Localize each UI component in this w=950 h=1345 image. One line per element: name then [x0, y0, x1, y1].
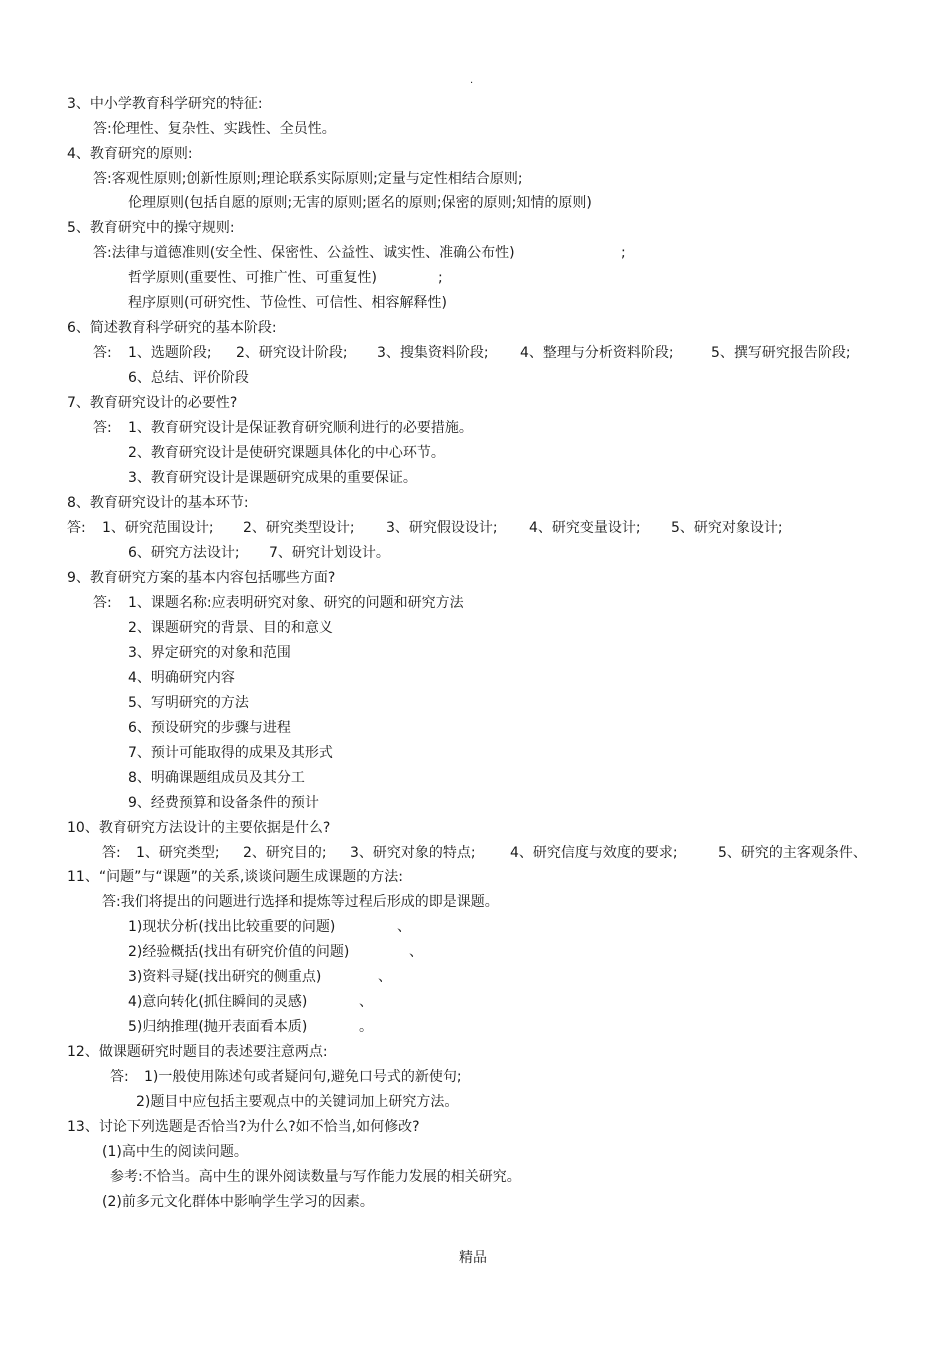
question-13-reference: 参考:不恰当。高中生的课外阅读数量与写作能力发展的相关研究。 — [110, 1169, 521, 1185]
answer-8-item: 5、研究对象设计; — [671, 520, 783, 536]
answer-12-prefix: 答: — [110, 1069, 129, 1085]
answer-10-item: 3、研究对象的特点; — [350, 845, 476, 861]
question-12-title: 12、做课题研究时题目的表述要注意两点: — [67, 1044, 328, 1060]
question-7-title: 7、教育研究设计的必要性? — [67, 395, 238, 411]
answer-11-item: 1)现状分析(找出比较重要的问题) — [128, 919, 336, 935]
answer-11-item-end: 、 — [397, 919, 411, 935]
answer-6-item: 6、总结、评价阶段 — [128, 370, 249, 386]
header-mark: . — [470, 75, 474, 86]
answer-11-item-end: 、 — [378, 969, 392, 985]
question-6-title: 6、简述教育科学研究的基本阶段: — [67, 320, 277, 336]
answer-9-prefix: 答: — [93, 595, 112, 611]
answer-11-intro: 答:我们将提出的问题进行选择和提炼等过程后形成的即是课题。 — [102, 894, 499, 910]
answer-10-item: 5、研究的主客观条件、 — [718, 845, 867, 861]
answer-9-item: 2、课题研究的背景、目的和意义 — [128, 620, 333, 636]
question-10-title: 10、教育研究方法设计的主要依据是什么? — [67, 820, 331, 836]
answer-6-prefix: 答: — [93, 345, 112, 361]
answer-9-item: 5、写明研究的方法 — [128, 695, 249, 711]
answer-11-item: 3)资料寻疑(找出研究的侧重点) — [128, 969, 322, 985]
answer-9-item: 9、经费预算和设备条件的预计 — [128, 795, 319, 811]
answer-6-item: 3、搜集资料阶段; — [377, 345, 489, 361]
question-13-title: 13、讨论下列选题是否恰当?为什么?如不恰当,如何修改? — [67, 1119, 420, 1135]
question-13-option-2: (2)前多元文化群体中影响学生学习的因素。 — [102, 1194, 374, 1210]
answer-6-item: 5、撰写研究报告阶段; — [711, 345, 851, 361]
question-3-title: 3、中小学教育科学研究的特征: — [67, 96, 263, 112]
question-13-option-1: (1)高中生的阅读问题。 — [102, 1144, 248, 1160]
answer-5-line-2: 哲学原则(重要性、可推广性、可重复性) — [128, 270, 377, 286]
answer-6-item: 4、整理与分析资料阶段; — [520, 345, 674, 361]
answer-9-item: 7、预计可能取得的成果及其形式 — [128, 745, 333, 761]
answer-9-item: 3、界定研究的对象和范围 — [128, 645, 291, 661]
answer-9-item: 1、课题名称:应表明研究对象、研究的问题和研究方法 — [128, 595, 464, 611]
answer-11-item-end: 、 — [359, 994, 373, 1010]
answer-4-line-1: 答:客观性原则;创新性原则;理论联系实际原则;定量与定性相结合原则; — [93, 171, 523, 187]
answer-7-item: 3、教育研究设计是课题研究成果的重要保证。 — [128, 470, 417, 486]
answer-4-line-2: 伦理原则(包括自愿的原则;无害的原则;匿名的原则;保密的原则;知情的原则) — [128, 195, 592, 211]
answer-11-item: 2)经验概括(找出有研究价值的问题) — [128, 944, 350, 960]
answer-8-item: 4、研究变量设计; — [529, 520, 641, 536]
question-9-title: 9、教育研究方案的基本内容包括哪些方面? — [67, 570, 336, 586]
answer-9-item: 6、预设研究的步骤与进程 — [128, 720, 291, 736]
answer-8-prefix: 答: — [67, 520, 86, 536]
question-8-title: 8、教育研究设计的基本环节: — [67, 495, 249, 511]
answer-5-line-1-end: ; — [621, 245, 626, 261]
answer-10-item: 1、研究类型; — [136, 845, 220, 861]
answer-10-prefix: 答: — [102, 845, 121, 861]
answer-6-item: 1、选题阶段; — [128, 345, 212, 361]
answer-5-line-1: 答:法律与道德准则(安全性、保密性、公益性、诚实性、准确公布性) — [93, 245, 515, 261]
answer-8-item: 7、研究计划设计。 — [269, 545, 390, 561]
answer-12-item: 2)题目中应包括主要观点中的关键词加上研究方法。 — [136, 1094, 459, 1110]
answer-8-item: 2、研究类型设计; — [243, 520, 355, 536]
answer-7-item: 1、教育研究设计是保证教育研究顺利进行的必要措施。 — [128, 420, 473, 436]
answer-8-item: 1、研究范围设计; — [102, 520, 214, 536]
answer-11-item: 4)意向转化(抓住瞬间的灵感) — [128, 994, 308, 1010]
answer-3: 答:伦理性、复杂性、实践性、全员性。 — [93, 121, 336, 137]
question-5-title: 5、教育研究中的操守规则: — [67, 220, 235, 236]
answer-10-item: 2、研究目的; — [243, 845, 327, 861]
answer-11-item-end: 、 — [409, 944, 423, 960]
answer-5-line-2-end: ; — [438, 270, 443, 286]
answer-10-item: 4、研究信度与效度的要求; — [510, 845, 678, 861]
answer-9-item: 4、明确研究内容 — [128, 670, 235, 686]
answer-6-item: 2、研究设计阶段; — [236, 345, 348, 361]
answer-8-item: 3、研究假设设计; — [386, 520, 498, 536]
answer-11-item: 5)归纳推理(抛开表面看本质) — [128, 1019, 308, 1035]
answer-7-prefix: 答: — [93, 420, 112, 436]
answer-5-line-3: 程序原则(可研究性、节俭性、可信性、相容解释性) — [128, 295, 447, 311]
footer-label: 精品 — [459, 1250, 487, 1266]
answer-12-item: 1)一般使用陈述句或者疑问句,避免口号式的新使句; — [144, 1069, 462, 1085]
question-4-title: 4、教育研究的原则: — [67, 146, 193, 162]
question-11-title: 11、“问题”与“课题”的关系,谈谈问题生成课题的方法: — [67, 869, 403, 885]
answer-11-item-end: 。 — [359, 1019, 373, 1035]
answer-7-item: 2、教育研究设计是使研究课题具体化的中心环节。 — [128, 445, 445, 461]
answer-9-item: 8、明确课题组成员及其分工 — [128, 770, 305, 786]
answer-8-item: 6、研究方法设计; — [128, 545, 240, 561]
